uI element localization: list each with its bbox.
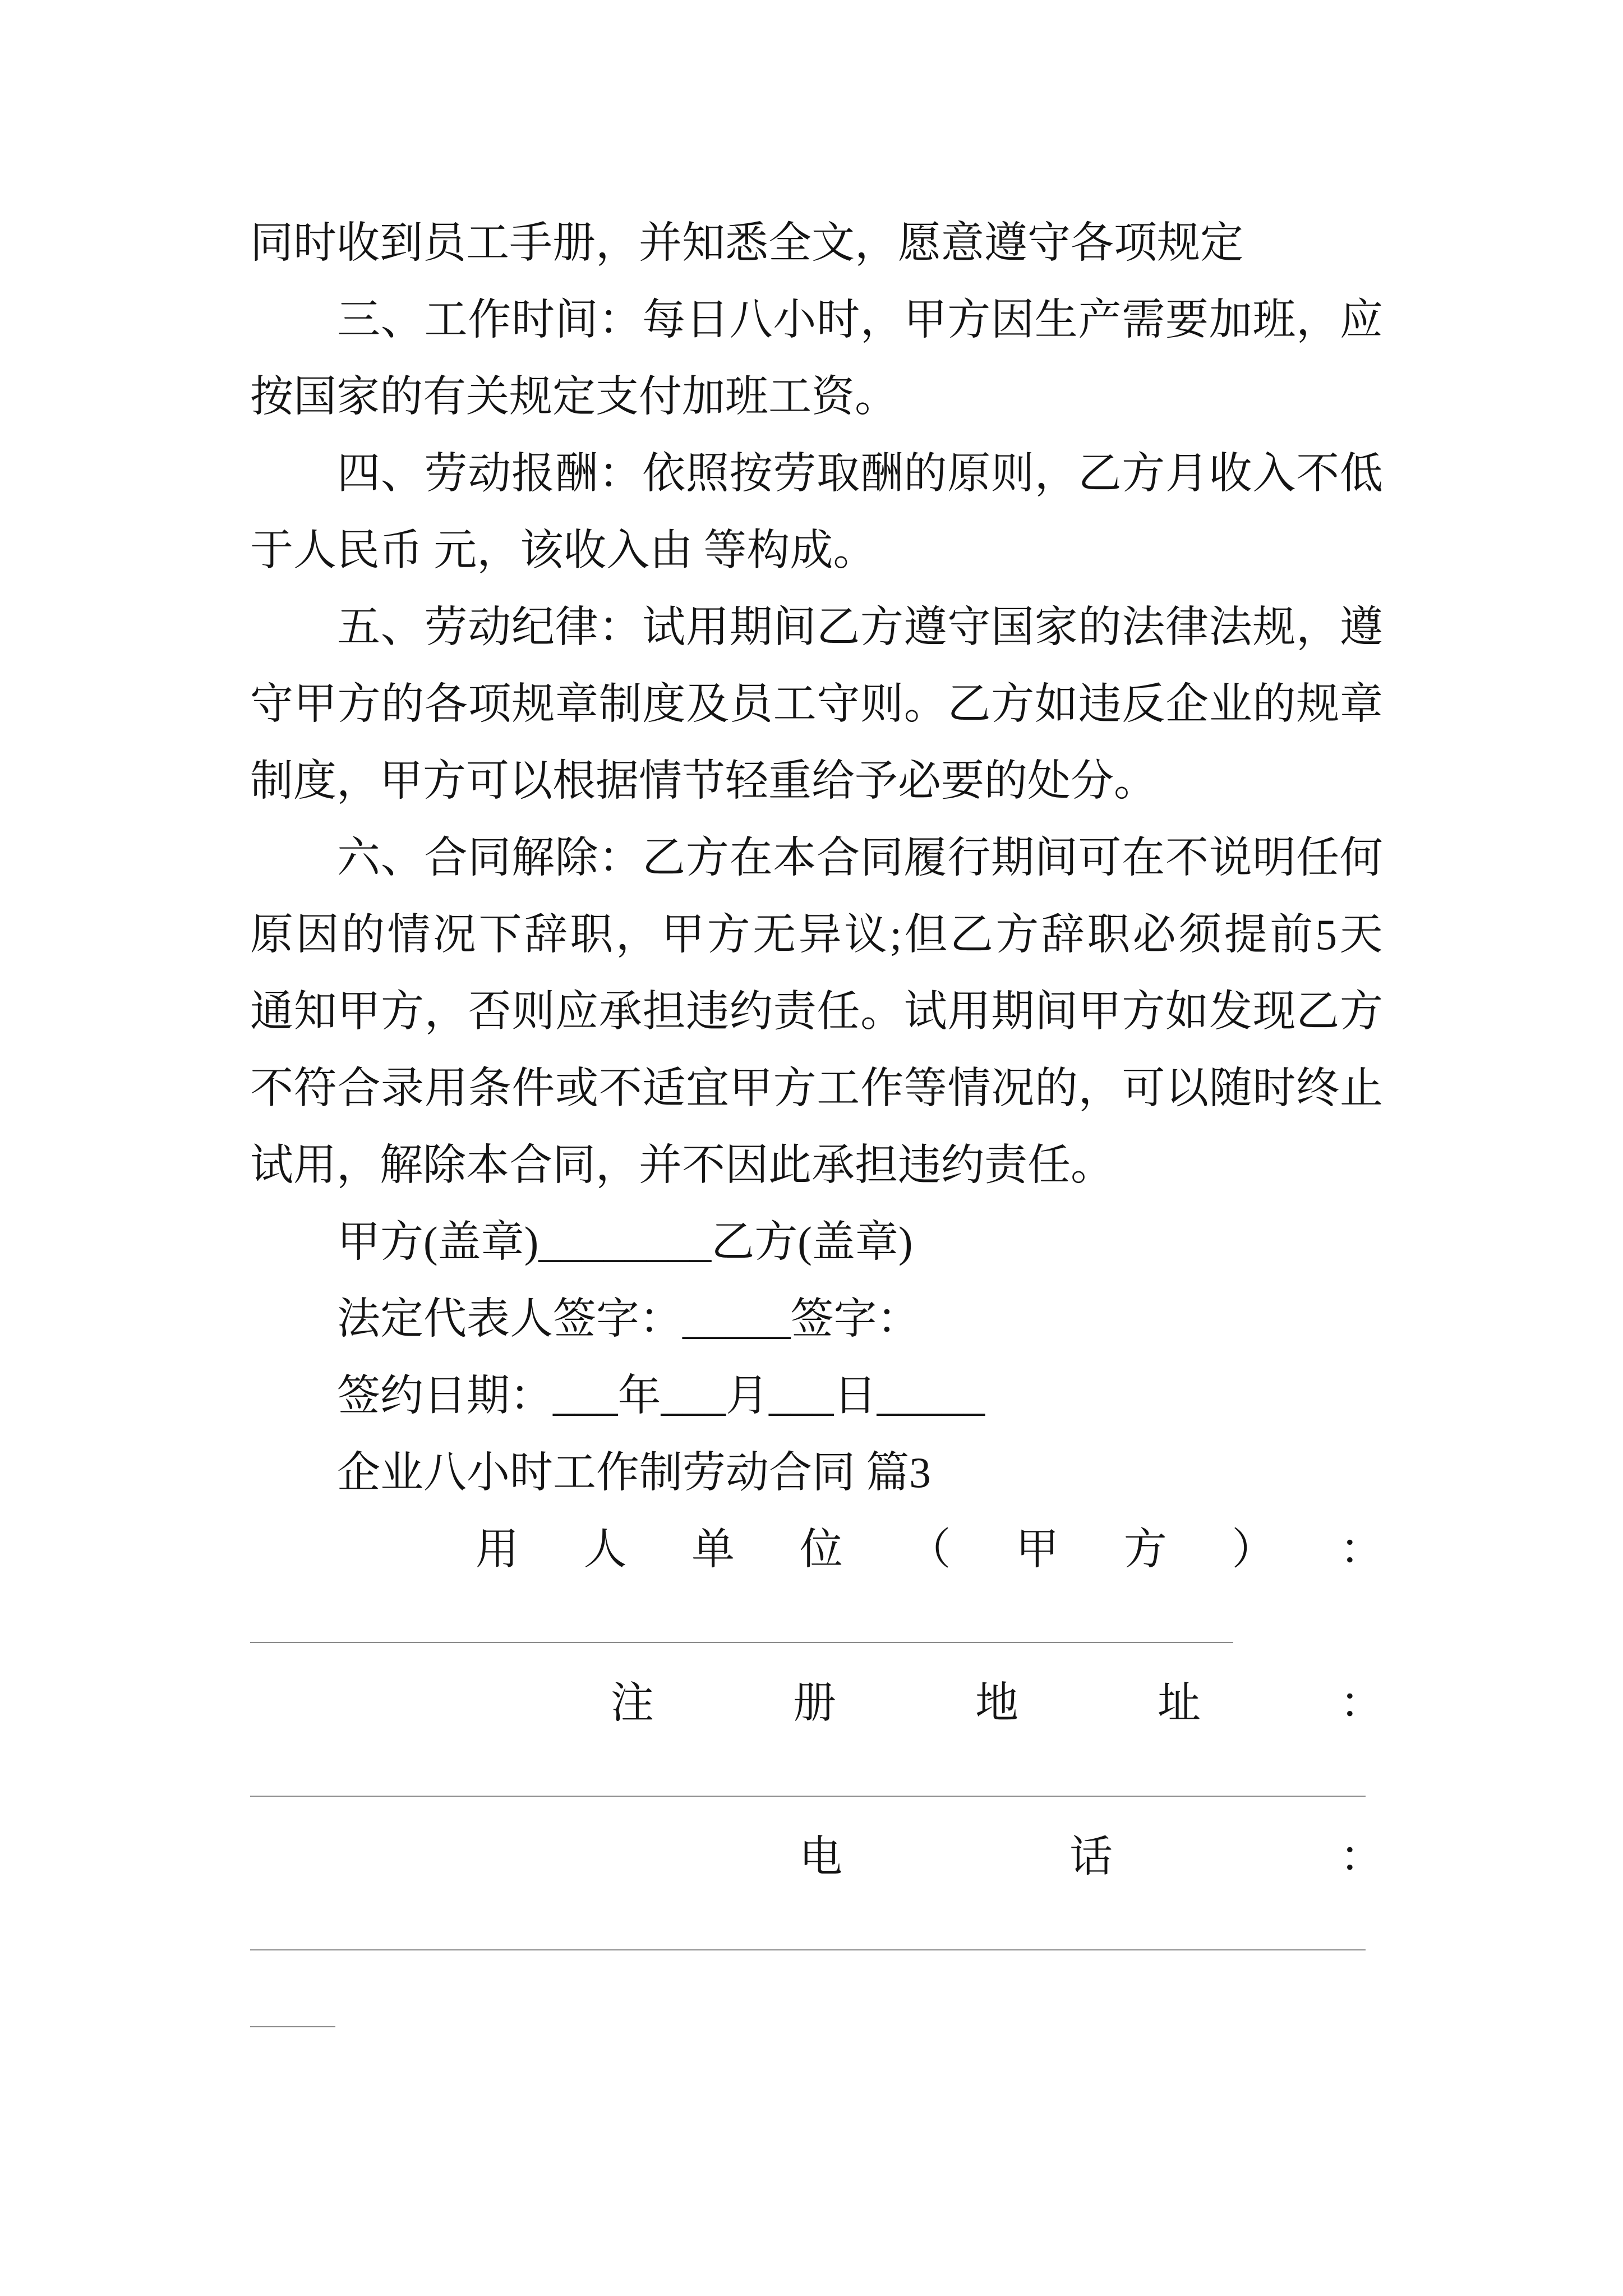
text-char: 乙: [642, 834, 686, 882]
text-char: 的: [1034, 1064, 1078, 1112]
text-char: 照: [685, 449, 729, 498]
text-char: 守: [817, 680, 860, 728]
text-char: 约: [729, 987, 773, 1036]
text-char: 企: [1165, 680, 1209, 728]
text-char: 现: [1252, 987, 1296, 1036]
text-char: 度: [642, 680, 686, 728]
text-char: 否: [468, 987, 511, 1036]
text-char: 随: [1209, 1064, 1252, 1112]
text-char: 工: [424, 296, 468, 344]
text-char: 甲: [729, 1064, 773, 1112]
text-char: 试: [642, 603, 686, 651]
document-body: [250, 205, 1383, 2049]
text-char: 章: [555, 680, 599, 728]
text-char: 劳: [424, 449, 468, 498]
text-char: 适: [642, 1064, 686, 1112]
text-char: 报: [511, 449, 555, 498]
text-char: 甲: [661, 910, 705, 959]
text-char: 终: [1296, 1064, 1340, 1112]
text-char: 方: [381, 987, 425, 1036]
text-char: 册: [793, 1679, 836, 1727]
text-char: 需: [1122, 296, 1165, 344]
text-char: 劳: [773, 449, 817, 498]
text-char: 乙: [947, 680, 991, 728]
text-char: 的: [903, 449, 947, 498]
text-char: 应: [1339, 296, 1383, 344]
text-char: 同: [860, 834, 903, 882]
text-char: 况: [991, 1064, 1035, 1112]
text-char: 无: [753, 910, 796, 959]
text-char: 间: [1034, 987, 1078, 1036]
text-char: 期: [729, 603, 773, 651]
text-char: ：: [598, 603, 642, 651]
text-char: 任: [1296, 834, 1340, 882]
text-char: 四: [337, 449, 380, 498]
text-char: 酬: [860, 449, 903, 498]
text-char: ，: [1078, 1064, 1122, 1112]
text-char: 应: [555, 987, 599, 1036]
text-char: 低: [1339, 449, 1383, 498]
text-char: 则: [511, 987, 555, 1036]
signing-date-line: 签约日期：___年___月___日_____: [337, 1372, 985, 1420]
text-char: 原: [947, 449, 991, 498]
text-char: 的: [1078, 603, 1122, 651]
text-char: 规: [1252, 603, 1296, 651]
text-char: 工: [817, 1064, 860, 1112]
text-char: ）: [1232, 1525, 1275, 1573]
text-char: 间: [555, 296, 598, 344]
text-char: 六: [337, 834, 380, 882]
text-char: 不: [1165, 834, 1209, 882]
text-char: 入: [1252, 449, 1296, 498]
text-char: 酬: [555, 449, 598, 498]
clause-termination-line-3: [250, 973, 1383, 1050]
text-char: 须: [1178, 910, 1222, 959]
text-char: 的: [381, 680, 425, 728]
address-blank-row: [250, 1742, 1383, 1819]
text-char: 制: [598, 680, 642, 728]
text-char: 何: [1339, 834, 1383, 882]
text-char: 因: [296, 910, 339, 959]
text-char: 方: [1122, 449, 1165, 498]
clause-remuneration-line-2: 于人民币 元，该收入由 等构成。: [250, 526, 877, 574]
text-char: ，: [1034, 449, 1078, 498]
text-char: 法: [1122, 603, 1165, 651]
text-char: 纪: [511, 603, 555, 651]
text-char: 止: [1339, 1064, 1383, 1112]
text-char: 件: [511, 1064, 555, 1112]
text-char: 责: [773, 987, 817, 1036]
text-char: ;: [889, 910, 902, 959]
text-char: 同: [468, 834, 511, 882]
text-char: 单: [691, 1525, 735, 1573]
text-char: 项: [468, 680, 511, 728]
text-char: 方: [1339, 987, 1383, 1036]
text-char: 等: [903, 1064, 947, 1112]
text-char: 加: [1209, 296, 1252, 344]
text-char: 在: [729, 834, 773, 882]
text-char: 。: [860, 987, 904, 1036]
text-char: 则: [860, 680, 904, 728]
text-char: 、: [380, 449, 424, 498]
text-char: 解: [511, 834, 555, 882]
text-char: ，: [615, 910, 659, 959]
text-char: 以: [1165, 1064, 1209, 1112]
text-char: ，: [860, 296, 903, 344]
text-char: 天: [1339, 910, 1383, 959]
text-char: 如: [1034, 680, 1078, 728]
text-char: 作: [860, 1064, 904, 1112]
text-char: 违: [686, 987, 730, 1036]
signature-representative-line: 法定代表人签字：_____签字：: [337, 1295, 920, 1343]
text-char: （: [907, 1525, 951, 1573]
text-char: 章: [1339, 680, 1383, 728]
text-char: 生: [1034, 296, 1078, 344]
text-char: 不: [250, 1064, 293, 1112]
text-char: 条: [468, 1064, 511, 1112]
text-char: 按: [729, 449, 773, 498]
text-char: 甲: [903, 296, 947, 344]
text-char: 及: [686, 680, 730, 728]
text-char: 如: [1165, 987, 1209, 1036]
text-char: 业: [1209, 680, 1252, 728]
trailing-blank-row: [250, 1972, 1383, 2049]
text-char: 试: [903, 987, 947, 1036]
text-char: 用: [685, 603, 729, 651]
clause-termination-line-1: [250, 820, 1383, 896]
text-char: 规: [1296, 680, 1340, 728]
text-char: 职: [570, 910, 614, 959]
text-char: 除: [555, 834, 598, 882]
employer-blank-line: [250, 1642, 1233, 1643]
text-char: 下: [478, 910, 522, 959]
text-char: 说: [1209, 834, 1252, 882]
text-char: 方: [947, 296, 991, 344]
text-char: 各: [424, 680, 468, 728]
text-char: 合: [424, 834, 468, 882]
text-char: 异: [798, 910, 842, 959]
text-char: 可: [1078, 834, 1122, 882]
text-char: 合: [817, 834, 860, 882]
text-char: 承: [598, 987, 642, 1036]
text-char: 时: [511, 296, 555, 344]
trailing-blank-line: [250, 2026, 335, 2027]
text-char: 。: [903, 680, 947, 728]
text-char: 可: [1122, 1064, 1165, 1112]
text-char: 用: [947, 987, 991, 1036]
text-char: 甲: [1016, 1525, 1059, 1573]
clause-termination-line-2: [250, 896, 1383, 973]
text-char: 辞: [1041, 910, 1085, 959]
text-char: 话: [1069, 1833, 1113, 1881]
text-char: 甲: [337, 987, 381, 1036]
text-char: 方: [337, 680, 381, 728]
text-char: 录: [381, 1064, 425, 1112]
text-char: 用: [424, 1064, 468, 1112]
text-char: 方: [773, 1064, 817, 1112]
text-char: 方: [1123, 1525, 1167, 1573]
text-char: 时: [1252, 1064, 1296, 1112]
text-char: ：: [1340, 1679, 1383, 1727]
employer-label: [250, 1511, 1383, 1588]
text-char: 作: [468, 296, 511, 344]
text-char: 收: [1209, 449, 1252, 498]
text-char: 人: [583, 1525, 627, 1573]
text-char: 议: [844, 910, 888, 959]
text-char: 不: [1296, 449, 1340, 498]
text-char: 前: [1270, 910, 1313, 959]
text-char: 履: [903, 834, 947, 882]
text-char: 守: [250, 680, 293, 728]
text-char: 三: [337, 296, 380, 344]
text-char: 依: [642, 449, 686, 498]
text-char: 产: [1078, 296, 1122, 344]
text-char: 宜: [686, 1064, 730, 1112]
phone-blank-row: [250, 1895, 1383, 1972]
text-char: 方: [991, 680, 1035, 728]
text-char: 但: [904, 910, 948, 959]
text-char: 动: [468, 603, 511, 651]
text-char: 反: [1122, 680, 1165, 728]
text-char: 乙: [949, 910, 993, 959]
text-char: 乙: [1296, 987, 1340, 1036]
text-char: 小: [773, 296, 817, 344]
text-char: 辞: [524, 910, 568, 959]
text-char: 期: [991, 834, 1035, 882]
text-char: ：: [598, 449, 642, 498]
clause-discipline-line-1: [250, 589, 1383, 666]
text-char: 五: [337, 603, 380, 651]
text-char: 合: [337, 1064, 381, 1112]
clause-termination-line-5: 试用，解除本合同，并不因此承担违约责任。: [250, 1141, 1114, 1189]
text-char: ：: [1340, 1833, 1383, 1881]
text-char: 员: [729, 680, 773, 728]
clause-continuation-line: 同时收到员工手册，并知悉全文，愿意遵守各项规定: [250, 219, 1243, 267]
text-char: 法: [1209, 603, 1252, 651]
text-char: 地: [975, 1679, 1018, 1727]
text-char: 注: [611, 1679, 654, 1727]
text-char: 址: [1158, 1679, 1201, 1727]
text-char: 情: [387, 910, 431, 959]
text-char: 电: [799, 1833, 842, 1881]
text-char: 家: [1034, 603, 1078, 651]
clause-remuneration-line-1: [250, 435, 1383, 512]
registered-address-label: [250, 1665, 1383, 1742]
text-char: 本: [773, 834, 817, 882]
text-char: ：: [598, 296, 642, 344]
text-char: 动: [468, 449, 511, 498]
text-char: 八: [729, 296, 773, 344]
text-char: 在: [1122, 834, 1165, 882]
clause-working-hours-line-2: 按国家的有关规定支付加班工资。: [250, 372, 898, 421]
text-char: 乙: [1078, 449, 1122, 498]
text-char: 要: [1165, 296, 1209, 344]
text-char: 方: [707, 910, 750, 959]
text-char: 国: [991, 603, 1035, 651]
text-char: 班: [1252, 296, 1296, 344]
text-char: 日: [685, 296, 729, 344]
text-char: 方: [1122, 987, 1165, 1036]
text-char: 原: [250, 910, 293, 959]
text-char: 知: [293, 987, 337, 1036]
text-char: 不: [598, 1064, 642, 1112]
text-char: 间: [1034, 834, 1078, 882]
text-char: 、: [380, 603, 424, 651]
text-char: 守: [947, 603, 991, 651]
phone-label: [250, 1819, 1383, 1895]
text-char: 的: [1252, 680, 1296, 728]
text-char: 规: [511, 680, 555, 728]
text-char: 方: [860, 603, 903, 651]
text-char: 发: [1209, 987, 1252, 1036]
text-char: 甲: [1078, 987, 1122, 1036]
text-char: 遵: [903, 603, 947, 651]
text-char: 、: [380, 296, 424, 344]
clause-discipline-line-3: 制度，甲方可以根据情节轻重给予必要的处分。: [250, 757, 1157, 805]
text-char: 情: [947, 1064, 991, 1112]
text-char: 违: [1078, 680, 1122, 728]
text-char: 提: [1224, 910, 1267, 959]
text-char: 符: [293, 1064, 337, 1112]
text-char: 方: [995, 910, 1039, 959]
text-char: 遵: [1339, 603, 1383, 651]
text-char: 或: [555, 1064, 599, 1112]
text-char: 劳: [424, 603, 468, 651]
text-char: 工: [773, 680, 817, 728]
text-char: 任: [817, 987, 860, 1036]
text-char: 明: [1252, 834, 1296, 882]
contract-section-title: 企业八小时工作制劳动合同 篇3: [337, 1448, 931, 1497]
text-char: 律: [555, 603, 598, 651]
text-char: 间: [773, 603, 817, 651]
text-char: 乙: [817, 603, 860, 651]
text-char: 5: [1315, 910, 1338, 959]
text-char: 则: [991, 449, 1035, 498]
text-char: 因: [991, 296, 1035, 344]
text-char: ：: [1340, 1525, 1383, 1573]
text-char: 每: [642, 296, 686, 344]
clause-working-hours-line-1: [250, 282, 1383, 358]
text-char: ，: [1296, 296, 1340, 344]
text-char: 方: [685, 834, 729, 882]
clause-termination-line-4: [250, 1050, 1383, 1127]
signature-seals-line: 甲方(盖章)________乙方(盖章): [337, 1218, 913, 1266]
text-char: 用: [476, 1525, 519, 1573]
text-char: 、: [380, 834, 424, 882]
text-char: 位: [799, 1525, 843, 1573]
text-char: 月: [1165, 449, 1209, 498]
text-char: 律: [1165, 603, 1209, 651]
text-char: 担: [642, 987, 686, 1036]
text-char: 时: [817, 296, 860, 344]
text-char: 职: [1087, 910, 1131, 959]
employer-blank-row: [250, 1588, 1383, 1665]
text-char: 取: [817, 449, 860, 498]
text-char: 行: [947, 834, 991, 882]
text-char: 的: [341, 910, 385, 959]
text-char: 通: [250, 987, 293, 1036]
address-blank-line: [250, 1796, 1366, 1797]
text-char: 必: [1132, 910, 1176, 959]
text-char: ，: [1296, 603, 1340, 651]
text-char: ，: [424, 987, 468, 1036]
text-char: 期: [991, 987, 1035, 1036]
text-char: ：: [598, 834, 642, 882]
clause-discipline-line-2: [250, 666, 1383, 743]
text-char: 况: [432, 910, 476, 959]
phone-blank-line: [250, 1949, 1366, 1950]
text-char: 甲: [293, 680, 337, 728]
